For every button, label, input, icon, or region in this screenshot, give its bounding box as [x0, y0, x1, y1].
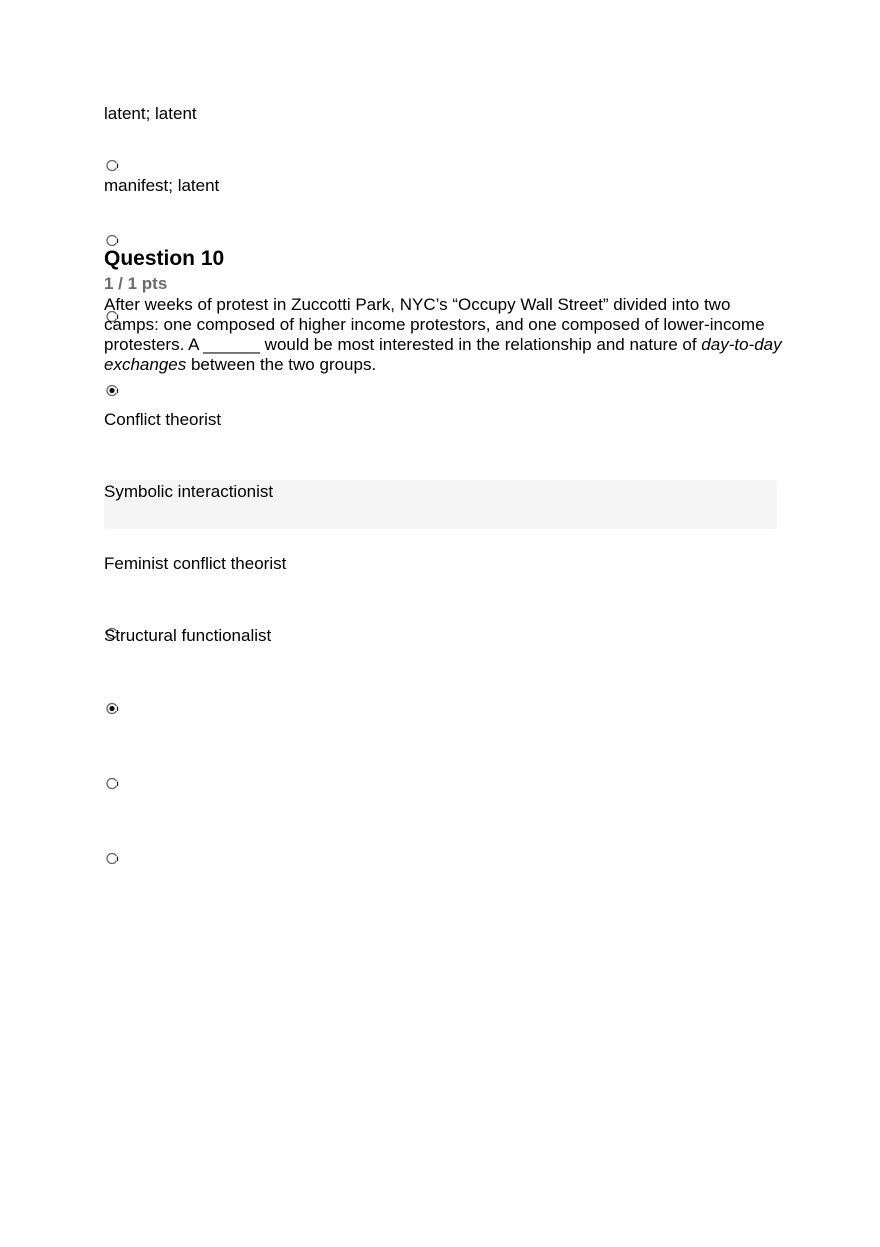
question-points: 1 / 1 pts: [104, 274, 168, 293]
answer-option-structural-functionalist[interactable]: Structural functionalist: [104, 626, 272, 645]
question-text-part2: between the two groups.: [186, 355, 377, 374]
radio-button[interactable]: [106, 234, 119, 247]
answer-option-conflict-theorist[interactable]: Conflict theorist: [104, 410, 222, 429]
radio-button-selected[interactable]: [106, 702, 119, 715]
radio-selected-icon: [106, 702, 119, 715]
question-title: Question 10: [104, 247, 225, 270]
answer-option-symbolic-interactionist[interactable]: Symbolic interactionist: [104, 482, 274, 501]
radio-unselected-icon: [106, 777, 119, 790]
radio-button[interactable]: [106, 159, 119, 172]
question-text: [104, 295, 784, 375]
answer-label-latent-latent: latent; latent: [104, 104, 197, 123]
question-text-part1: After weeks of protest in Zuccotti Park, NYC’s “Occupy Wall Street” divided into two camps: one composed of higher income protestors, and one composed of lower-income protesters. A ______ would be most interested in the relationship and nature of: [104, 295, 765, 354]
question-text-emphasis: day-to-day exchanges: [104, 335, 782, 374]
radio-button[interactable]: [106, 777, 119, 790]
answer-option-feminist-conflict-theorist[interactable]: Feminist conflict theorist: [104, 554, 287, 573]
radio-button[interactable]: [106, 852, 119, 865]
radio-selected-icon: [106, 384, 119, 397]
radio-button-selected[interactable]: [106, 384, 119, 397]
answer-label-manifest-latent: manifest; latent: [104, 176, 220, 195]
radio-unselected-icon: [106, 852, 119, 865]
radio-unselected-icon: [106, 234, 119, 247]
radio-unselected-icon: [106, 159, 119, 172]
